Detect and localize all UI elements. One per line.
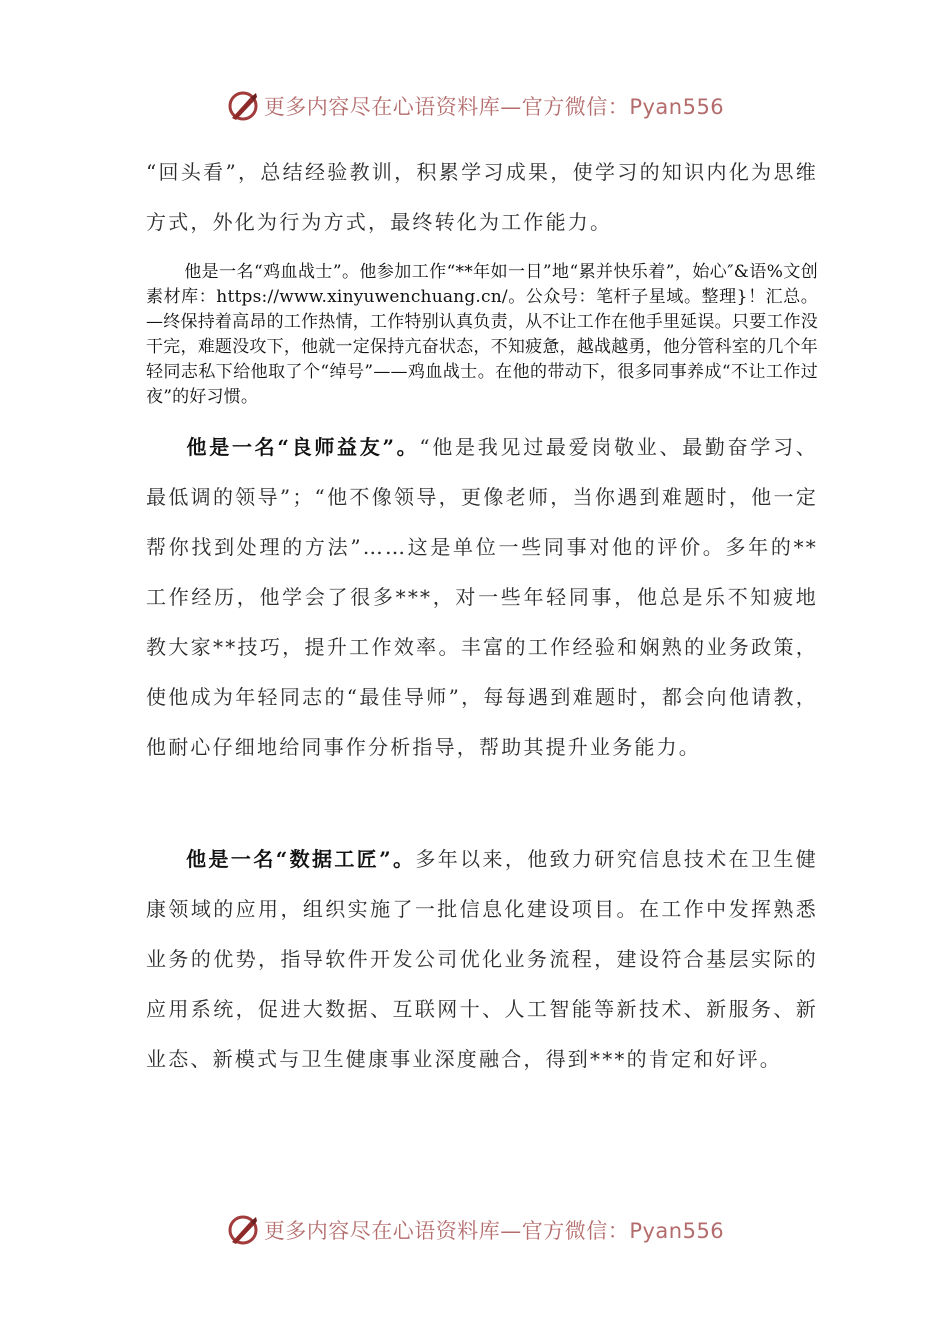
paragraph-4-lead: 他是一名“数据工匠”。: [186, 847, 416, 871]
paragraph-2-text: 他是一名“鸡血战士”。他参加工作“**年如一日”地“累并快乐着”，始心″&语%文创素材库：https://www.xinyuwenchuang.cn/。公众号：笔杆子星域。整理}！汇总。—终保持着高昂的工作热情，工作特别认真负责，从不让工作在他手里延误。只要工作没干完，难题没攻下，他就一定保持亢奋状态，不知疲惫，越战越勇，他分管科室的几个年轻同志私下给他取了个“绰号”——鸡血战士。在他的带动下，很多同事养成“不让工作过夜”的好习惯。: [146, 262, 818, 407]
paragraph-1: [146, 147, 818, 247]
header-banner: [0, 84, 950, 128]
pen-in-circle-logo-icon: [226, 1213, 260, 1247]
footer-banner: [0, 1208, 950, 1252]
footer-brand-text: 更多内容尽在心语资料库—官方微信：Pyan556: [263, 1219, 725, 1243]
paragraph-3-text: 他是一名“良师益友”。“他是我见过最爱岗敬业、最勤奋学习、最低调的领导”；“他不像领导，更像老师，当你遇到难题时，他一定帮你找到处理的方法”……这是单位一些同事对他的评价。多年的**工作经历，他学会了很多***，对一些年轻同事，他总是乐不知疲地教大家**技巧，提升工作效率。丰富的工作经验和娴熟的业务政策，使他成为年轻同志的“最佳导师”，每每遇到难题时，都会向他请教，他耐心仔细地给同事作分析指导，帮助其提升业务能力。: [146, 435, 818, 759]
pen-in-circle-logo-icon: [226, 89, 260, 123]
paragraph-3: [146, 422, 818, 772]
paragraph-4: [146, 834, 818, 1084]
paragraph-1-text: “回头看”，总结经验教训，积累学习成果，使学习的知识内化为思维方式，外化为行为方式，最终转化为工作能力。: [146, 160, 818, 234]
paragraph-3-lead: 他是一名“良师益友”。: [186, 435, 420, 459]
paragraph-2: [146, 260, 818, 410]
footer-wechat-id: Pyan556: [629, 1219, 725, 1243]
header-wechat-id: Pyan556: [629, 95, 725, 119]
paragraph-4-text: 他是一名“数据工匠”。多年以来，他致力研究信息技术在卫生健康领域的应用，组织实施了一批信息化建设项目。在工作中发挥熟悉业务的优势，指导软件开发公司优化业务流程，建设符合基层实际的应用系统，促进大数据、互联网十、人工智能等新技术、新服务、新业态、新模式与卫生健康事业深度融合，得到***的肯定和好评。: [146, 847, 818, 1071]
header-brand-text: 更多内容尽在心语资料库—官方微信：Pyan556: [263, 95, 725, 119]
